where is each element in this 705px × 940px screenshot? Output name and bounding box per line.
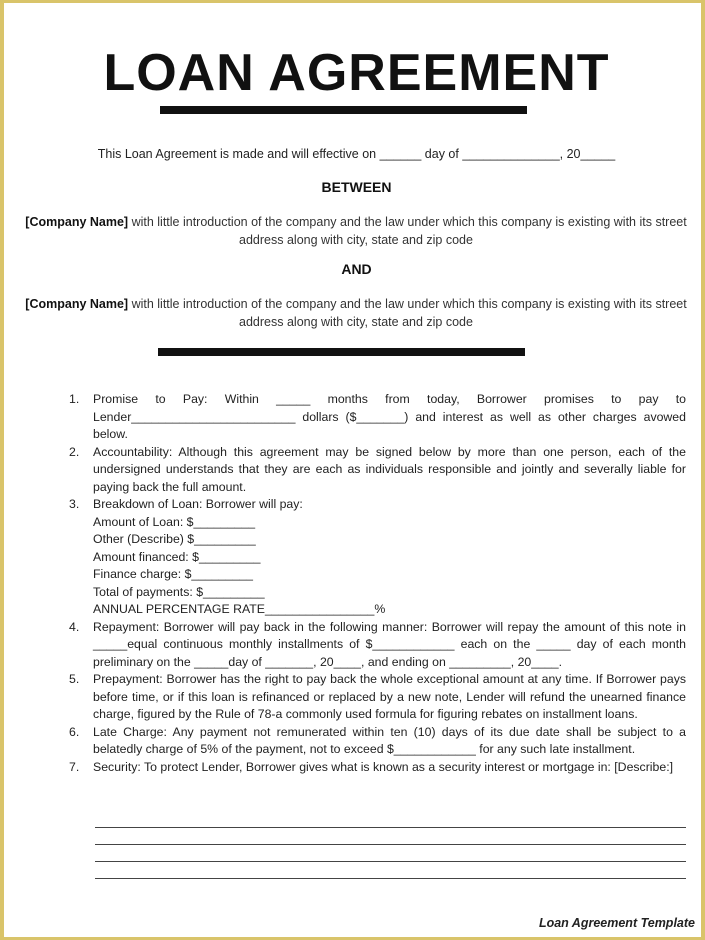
clause-4: [64, 619, 686, 672]
clause-3: [64, 496, 686, 619]
clause-number: 1.: [69, 392, 80, 406]
loan-breakdown-item: Finance charge: $_________: [93, 567, 253, 581]
clause-1: [64, 391, 686, 444]
party-one: [22, 213, 690, 249]
document-page: [4, 3, 701, 937]
blank-line: [95, 844, 686, 845]
party-two: [22, 295, 690, 331]
blank-line: [95, 861, 686, 862]
loan-breakdown-item: Amount financed: $_________: [93, 549, 261, 564]
clause-6: [64, 724, 686, 759]
party-one-text: with little introduction of the company and the law under which this company is existing with its street address along with city, state and zip code: [128, 215, 687, 247]
blank-line: [95, 878, 686, 879]
clause-text: Prepayment: Borrower has the right to pay back the whole exceptional amount at any time. If Borrower pays before time, or if this loan is refinanced or replaced by a new note, Lender will refund the unearned finance charge, figured by the Rule of 78-a commonly used formula for figuring rebates on installment loans.: [93, 672, 686, 721]
section-divider: [158, 348, 525, 356]
and-heading: AND: [341, 261, 372, 277]
loan-breakdown-item: Other (Describe) $_________: [93, 532, 256, 546]
clauses-list: [64, 391, 686, 776]
clause-number: 3.: [69, 497, 80, 511]
loan-breakdown-item: Total of payments: $_________: [93, 584, 265, 599]
loan-breakdown-item: ANNUAL PERCENTAGE RATE________________%: [93, 602, 386, 616]
blank-line: [95, 827, 686, 828]
clause-number: 7.: [69, 759, 80, 774]
clause-text: Late Charge: Any payment not remunerated within ten (10) days of its due date shall be subject to a belatedly charge of 5% of the payment, not to exceed $____________ for any such late installment.: [93, 724, 686, 756]
title-underline: [160, 106, 527, 114]
loan-breakdown-item: Amount of Loan: $_________: [93, 514, 256, 529]
between-heading: BETWEEN: [321, 179, 392, 195]
party-one-name: [Company Name]: [25, 215, 129, 229]
clause-7: [64, 759, 686, 777]
party-two-name: [Company Name]: [25, 297, 129, 311]
party-two-text: with little introduction of the company and the law under which this company is existing with its street address along with city, state and zip code: [128, 297, 687, 329]
clause-text: Security: To protect Lender, Borrower gives what is known as a security interest or mortgage in: [Describe:]: [93, 759, 674, 774]
clause-2: [64, 444, 686, 497]
clause-number: 4.: [69, 619, 80, 634]
template-caption: Loan Agreement Template: [538, 916, 695, 930]
clause-number: 6.: [69, 724, 80, 739]
clause-text: Repayment: Borrower will pay back in the following manner: Borrower will repay the amount of this note in _____equal continuous monthly installments of $____________ each on the _____ day of each month preliminary on the _____day of _______, 20____, and ending on _________, 20____.: [93, 619, 686, 669]
document-title: LOAN AGREEMENT: [103, 44, 610, 102]
clause-text: Breakdown of Loan: Borrower will pay:: [93, 497, 303, 511]
clause-5: [64, 671, 686, 724]
clause-text: Accountability: Although this agreement may be signed below by more than one person, each of the undersigned understands that they are each as individuals responsible and jointly and severally liable for paying back the full amount.: [93, 444, 686, 494]
clause-text: Promise to Pay: Within _____ months from today, Borrower promises to pay to Lender________________________ dollars ($_______) and interest as well as other charges avowed below.: [93, 392, 686, 441]
clause-number: 2.: [69, 444, 80, 459]
clause-number: 5.: [69, 672, 80, 686]
security-description-lines: [95, 827, 686, 895]
intro-line: This Loan Agreement is made and will effective on ______ day of ______________, 20_____: [97, 147, 616, 161]
